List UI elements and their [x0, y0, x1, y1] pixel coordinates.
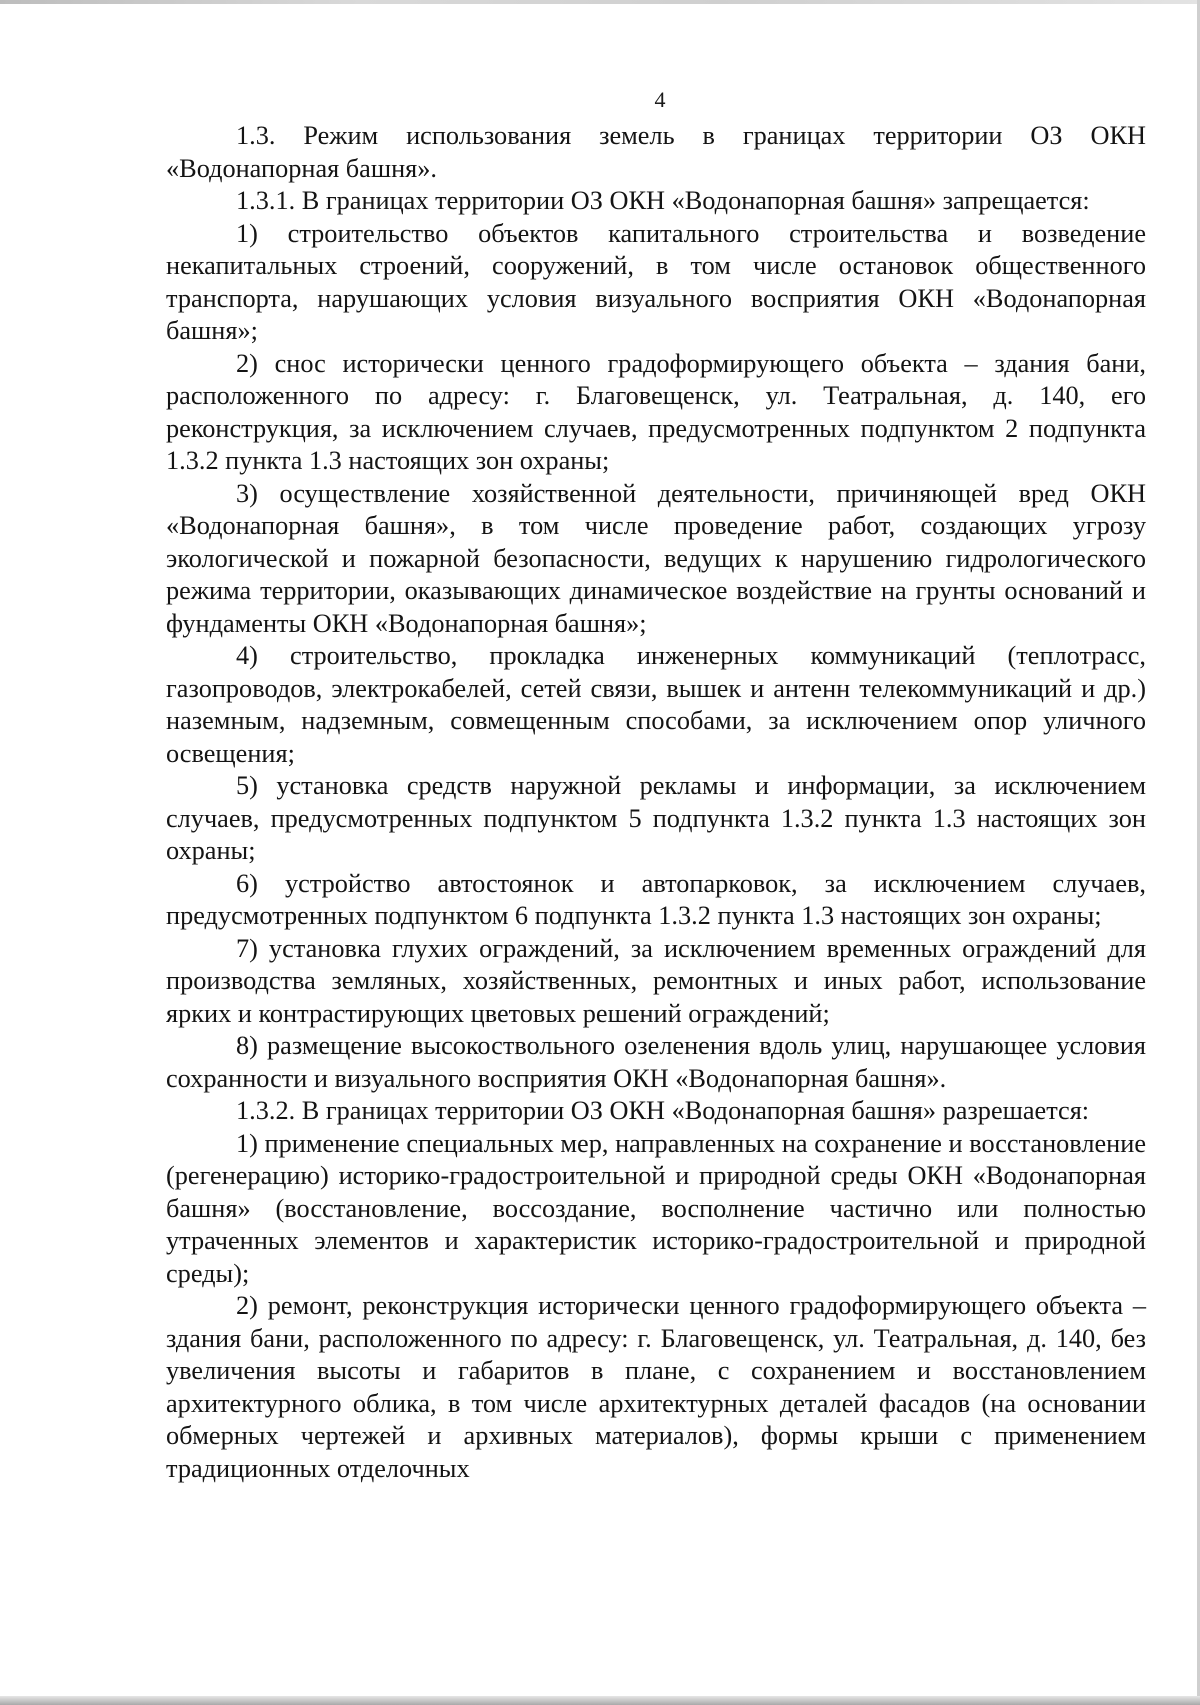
list-item-permitted-2: 2) ремонт, реконструкция исторически ценного градоформирующего объекта – здания бани, расположенного по адресу: г. Благовещенск, ул. Театральная, д. 140, без увеличения высоты и габаритов в плане, с сохранением и восстановлением архитектурного облика, в том числе архитектурных деталей фасадов (на основании обмерных чертежей и архивных материалов), формы крыши с применением традиционных отделочных [166, 1291, 1146, 1483]
section-heading-1-3: 1.3. Режим использования земель в границах территории ОЗ ОКН «Водонапорная башня». [166, 121, 1146, 183]
list-item-prohibited-7: 7) установка глухих ограждений, за исключением временных ограждений для производства земляных, хозяйственных, ремонтных и иных работ, использование ярких и контрастирующих цветовых решений ограждений; [166, 933, 1146, 1028]
scan-edge-top [0, 0, 1200, 4]
list-item-prohibited-6: 6) устройство автостоянок и автопарковок, за исключением случаев, предусмотренных подпунктом 6 подпункта 1.3.2 пункта 1.3 настоящих зон охраны; [166, 868, 1146, 930]
list-item-prohibited-8: 8) размещение высокоствольного озеленения вдоль улиц, нарушающее условия сохранности и визуального восприятия ОКН «Водонапорная башня». [166, 1031, 1146, 1093]
page-number: 4 [654, 87, 666, 112]
scan-edge-bottom [0, 1696, 1200, 1705]
subsection-1-3-2: 1.3.2. В границах территории ОЗ ОКН «Водонапорная башня» разрешается: [236, 1096, 1090, 1125]
list-item-prohibited-4: 4) строительство, прокладка инженерных коммуникаций (теплотрасс, газопроводов, электрокабелей, сетей связи, вышек и антенн телекоммуникаций и др.) наземным, надземным, совмещенным способами, за исключением опор уличного освещения; [166, 641, 1146, 768]
subsection-1-3-1: 1.3.1. В границах территории ОЗ ОКН «Водонапорная башня» запрещается: [236, 186, 1090, 215]
document-body [166, 120, 1146, 1485]
list-item-prohibited-5: 5) установка средств наружной рекламы и информации, за исключением случаев, предусмотренных подпунктом 5 подпункта 1.3.2 пункта 1.3 настоящих зон охраны; [166, 771, 1146, 865]
list-item-prohibited-2: 2) снос исторически ценного градоформирующего объекта – здания бани, расположенного по адресу: г. Благовещенск, ул. Театральная, д. 140, его реконструкция, за исключением случаев, предусмотренных подпунктом 2 подпункта 1.3.2 пункта 1.3 настоящих зон охраны; [166, 348, 1146, 475]
list-item-permitted-1: 1) применение специальных мер, направленных на сохранение и восстановление (регенерацию) историко-градостроительной и природной среды ОКН «Водонапорная башня» (восстановление, воссоздание, восполнение частично или полностью утраченных элементов и характеристик историко-градостроительной и природной среды); [166, 1128, 1146, 1288]
list-item-prohibited-1: 1) строительство объектов капитального строительства и возведение некапитальных строений, сооружений, в том числе остановок общественного транспорта, нарушающих условия визуального восприятия ОКН «Водонапорная башня»; [166, 218, 1146, 345]
list-item-prohibited-3: 3) осуществление хозяйственной деятельности, причиняющей вред ОКН «Водонапорная башня», в том числе проведение работ, создающих угрозу экологической и пожарной безопасности, ведущих к нарушению гидрологического режима территории, оказывающих динамическое воздействие на грунты оснований и фундаменты ОКН «Водонапорная башня»; [166, 478, 1146, 638]
